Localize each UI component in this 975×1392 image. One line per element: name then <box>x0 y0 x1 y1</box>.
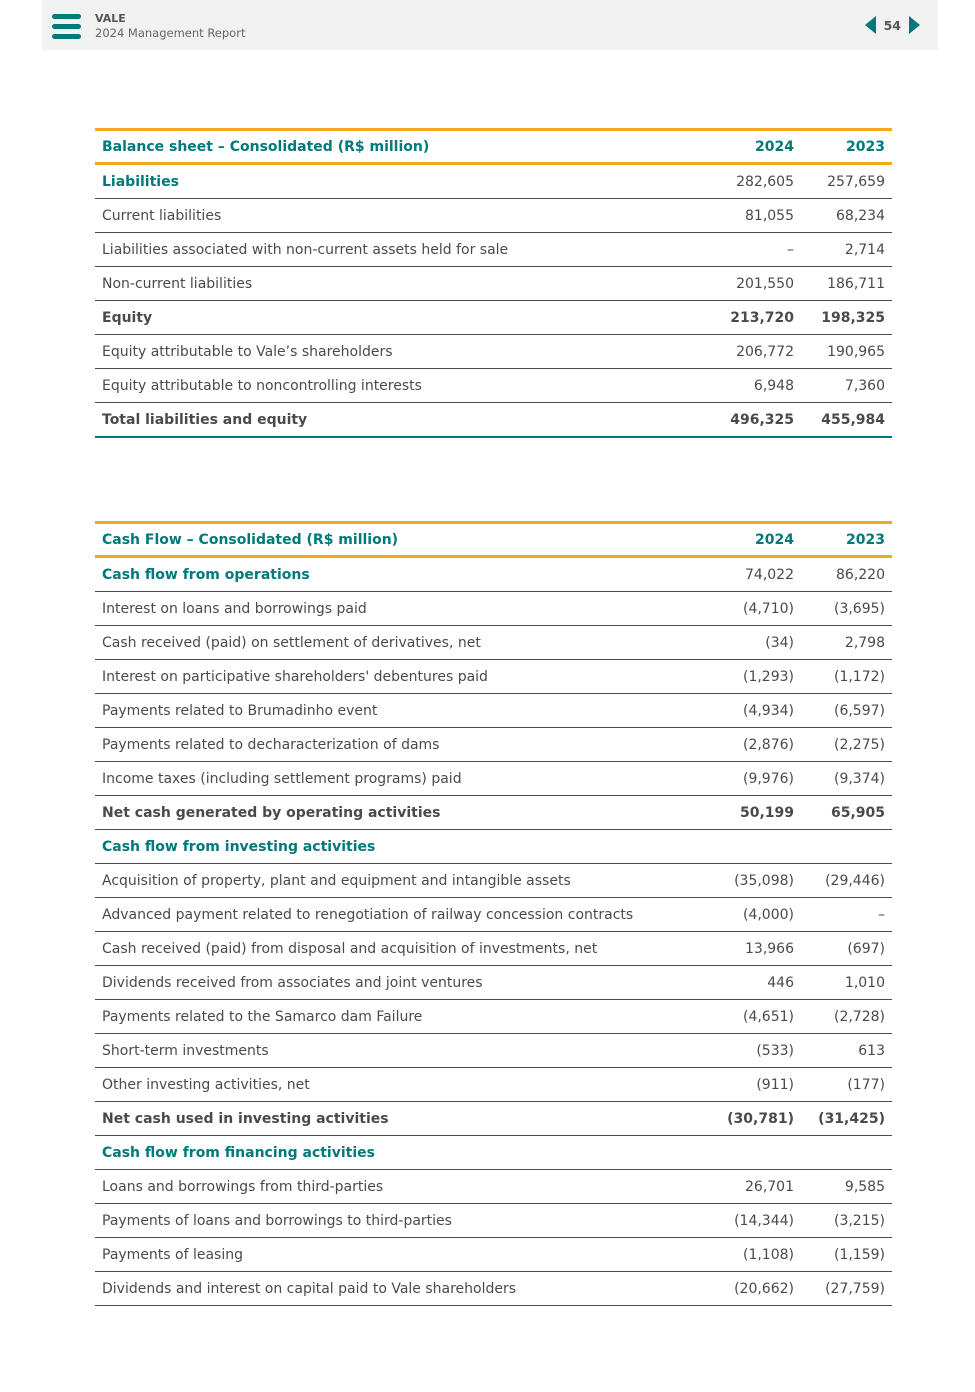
value-2023: (3,215) <box>801 1204 892 1238</box>
report-title: 2024 Management Report <box>95 26 246 40</box>
row-label: Advanced payment related to renegotiation of railway concession contracts <box>95 898 709 932</box>
table-row <box>95 1204 892 1238</box>
prev-page-icon[interactable] <box>865 16 876 34</box>
table-row <box>95 164 892 199</box>
row-label: Payments of leasing <box>95 1238 709 1272</box>
value-2024: (4,934) <box>709 694 801 728</box>
table-row <box>95 1102 892 1136</box>
value-2024: (533) <box>709 1034 801 1068</box>
value-2024: (34) <box>709 626 801 660</box>
table-row <box>95 403 892 438</box>
table-row <box>95 301 892 335</box>
value-2024 <box>709 830 801 864</box>
value-2023 <box>801 1136 892 1170</box>
row-label: Total liabilities and equity <box>95 403 709 438</box>
table-row <box>95 830 892 864</box>
value-2023: 65,905 <box>801 796 892 830</box>
row-label: Cash flow from operations <box>95 557 709 592</box>
value-2023: 86,220 <box>801 557 892 592</box>
value-2023: 2,714 <box>801 233 892 267</box>
table-row <box>95 592 892 626</box>
table-header-row <box>95 130 892 164</box>
row-label: Cash flow from financing activities <box>95 1136 709 1170</box>
table-row <box>95 932 892 966</box>
table-row <box>95 626 892 660</box>
row-label: Cash received (paid) on settlement of derivatives, net <box>95 626 709 660</box>
table-row <box>95 796 892 830</box>
top-bar <box>42 0 938 50</box>
row-label: Dividends received from associates and joint ventures <box>95 966 709 1000</box>
row-label: Equity <box>95 301 709 335</box>
value-2023: 190,965 <box>801 335 892 369</box>
value-2023: (1,159) <box>801 1238 892 1272</box>
value-2023: (29,446) <box>801 864 892 898</box>
cash-flow-table <box>95 521 892 1306</box>
table-row <box>95 335 892 369</box>
value-2024: (30,781) <box>709 1102 801 1136</box>
value-2024: (4,000) <box>709 898 801 932</box>
table-row <box>95 369 892 403</box>
value-2024 <box>709 1136 801 1170</box>
value-2024: (20,662) <box>709 1272 801 1306</box>
value-2023: 613 <box>801 1034 892 1068</box>
value-2024: (2,876) <box>709 728 801 762</box>
next-page-icon[interactable] <box>909 16 920 34</box>
page-number: 54 <box>883 17 901 33</box>
value-2024: 213,720 <box>709 301 801 335</box>
value-2024: (4,710) <box>709 592 801 626</box>
table-row <box>95 1136 892 1170</box>
table-row <box>95 966 892 1000</box>
value-2023 <box>801 830 892 864</box>
row-label: Payments related to decharacterization of dams <box>95 728 709 762</box>
value-2023: (6,597) <box>801 694 892 728</box>
table-row <box>95 1068 892 1102</box>
row-label: Net cash used in investing activities <box>95 1102 709 1136</box>
table-title: Balance sheet – Consolidated (R$ million) <box>95 130 709 164</box>
value-2023: 455,984 <box>801 403 892 438</box>
value-2024: (1,293) <box>709 660 801 694</box>
table-row <box>95 1170 892 1204</box>
value-2023: 198,325 <box>801 301 892 335</box>
row-label: Interest on participative shareholders' debentures paid <box>95 660 709 694</box>
value-2024: (35,098) <box>709 864 801 898</box>
table-row <box>95 864 892 898</box>
row-label: Interest on loans and borrowings paid <box>95 592 709 626</box>
value-2023: (697) <box>801 932 892 966</box>
row-label: Equity attributable to noncontrolling interests <box>95 369 709 403</box>
value-2024: 282,605 <box>709 164 801 199</box>
value-2023: – <box>801 898 892 932</box>
column-header-2023: 2023 <box>801 130 892 164</box>
row-label: Net cash generated by operating activities <box>95 796 709 830</box>
value-2024: 26,701 <box>709 1170 801 1204</box>
row-label: Liabilities associated with non-current assets held for sale <box>95 233 709 267</box>
column-header-2024: 2024 <box>709 130 801 164</box>
brand-name: VALE <box>95 12 126 25</box>
row-label: Loans and borrowings from third-parties <box>95 1170 709 1204</box>
value-2024: 496,325 <box>709 403 801 438</box>
value-2024: (4,651) <box>709 1000 801 1034</box>
value-2023: 186,711 <box>801 267 892 301</box>
value-2024: 446 <box>709 966 801 1000</box>
value-2024: 50,199 <box>709 796 801 830</box>
table-header-row <box>95 523 892 557</box>
row-label: Income taxes (including settlement programs) paid <box>95 762 709 796</box>
row-label: Payments of loans and borrowings to third-parties <box>95 1204 709 1238</box>
table-row <box>95 660 892 694</box>
table-row <box>95 267 892 301</box>
brand-block <box>95 12 245 40</box>
value-2023: (31,425) <box>801 1102 892 1136</box>
value-2024: 201,550 <box>709 267 801 301</box>
table-row <box>95 694 892 728</box>
table-row <box>95 762 892 796</box>
value-2023: (2,275) <box>801 728 892 762</box>
value-2023: 2,798 <box>801 626 892 660</box>
row-label: Acquisition of property, plant and equipment and intangible assets <box>95 864 709 898</box>
balance-sheet-table <box>95 128 892 438</box>
row-label: Payments related to the Samarco dam Failure <box>95 1000 709 1034</box>
value-2023: (27,759) <box>801 1272 892 1306</box>
table-row <box>95 898 892 932</box>
table-title: Cash Flow – Consolidated (R$ million) <box>95 523 709 557</box>
value-2023: (3,695) <box>801 592 892 626</box>
row-label: Current liabilities <box>95 199 709 233</box>
table-row <box>95 1272 892 1306</box>
row-label: Other investing activities, net <box>95 1068 709 1102</box>
row-label: Non-current liabilities <box>95 267 709 301</box>
value-2023: 68,234 <box>801 199 892 233</box>
table-row <box>95 199 892 233</box>
table-row <box>95 233 892 267</box>
row-label: Payments related to Brumadinho event <box>95 694 709 728</box>
value-2024: (9,976) <box>709 762 801 796</box>
value-2024: 6,948 <box>709 369 801 403</box>
value-2023: 257,659 <box>801 164 892 199</box>
value-2024: 74,022 <box>709 557 801 592</box>
row-label: Dividends and interest on capital paid to Vale shareholders <box>95 1272 709 1306</box>
row-label: Liabilities <box>95 164 709 199</box>
value-2023: (1,172) <box>801 660 892 694</box>
pager <box>865 15 920 35</box>
value-2023: (177) <box>801 1068 892 1102</box>
column-header-2023: 2023 <box>801 523 892 557</box>
value-2023: (9,374) <box>801 762 892 796</box>
value-2023: 7,360 <box>801 369 892 403</box>
column-header-2024: 2024 <box>709 523 801 557</box>
value-2024: (1,108) <box>709 1238 801 1272</box>
hamburger-menu-icon[interactable] <box>52 14 81 39</box>
table-row <box>95 728 892 762</box>
value-2024: 13,966 <box>709 932 801 966</box>
row-label: Equity attributable to Vale’s shareholders <box>95 335 709 369</box>
table-row <box>95 1000 892 1034</box>
value-2024: 206,772 <box>709 335 801 369</box>
value-2023: (2,728) <box>801 1000 892 1034</box>
value-2024: (911) <box>709 1068 801 1102</box>
value-2024: (14,344) <box>709 1204 801 1238</box>
table-row <box>95 1034 892 1068</box>
value-2023: 9,585 <box>801 1170 892 1204</box>
row-label: Short-term investments <box>95 1034 709 1068</box>
value-2023: 1,010 <box>801 966 892 1000</box>
row-label: Cash flow from investing activities <box>95 830 709 864</box>
row-label: Cash received (paid) from disposal and acquisition of investments, net <box>95 932 709 966</box>
value-2024: – <box>709 233 801 267</box>
value-2024: 81,055 <box>709 199 801 233</box>
table-row <box>95 557 892 592</box>
table-row <box>95 1238 892 1272</box>
